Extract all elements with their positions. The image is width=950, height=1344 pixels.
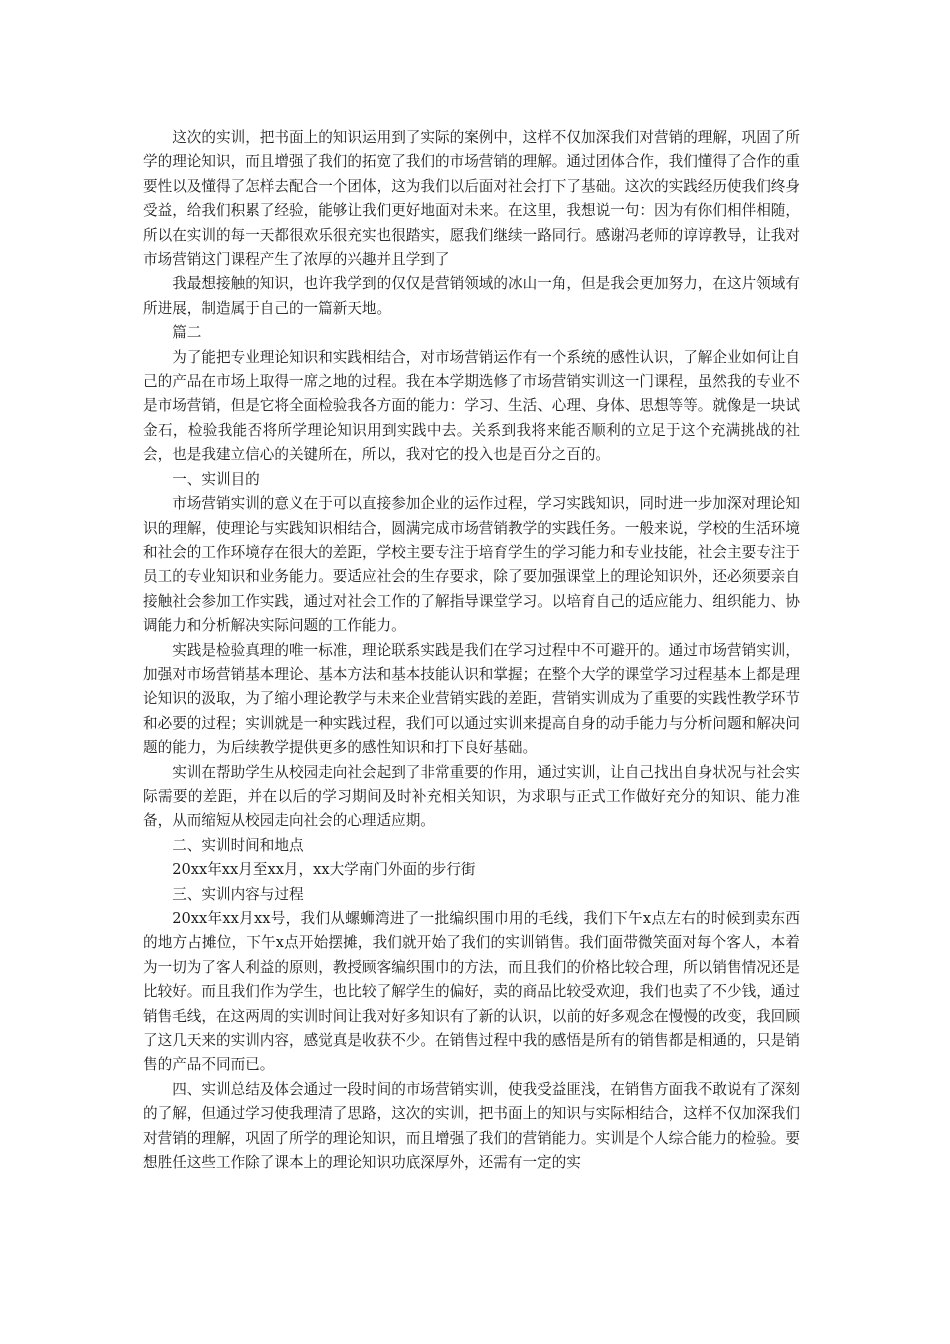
paragraph-1: 这次的实训，把书面上的知识运用到了实际的案例中，这样不仅加深我们对营销的理解，巩固了所学的理论知识，而且增强了我们的拓宽了我们的市场营销的理解。通过团体合作，我们懂得了合作的重要性以及懂得了怎样去配合一个团体，这为我们以后面对社会打下了基础。这次的实践经历使我们终身受益，给我们积累了经验，能够让我们更好地面对未来。在这里，我想说一句：因为有你们相伴相随，所以在实训的每一天都很欢乐很充实也很踏实，愿我们继续一路同行。感谢冯老师的谆谆教导，让我对市场营销这门课程产生了浓厚的兴趣并且学到了	[143, 129, 800, 269]
paragraph-4: 市场营销实训的意义在于可以直接参加企业的运作过程，学习实践知识，同时进一步加深对理论知识的理解，使理论与实践知识相结合，圆满完成市场营销教学的实践任务。一般来说，学校的生活环境和社会的工作环境存在很大的差距，学校主要专注于培育学生的学习能力和专业技能，社会主要专注于员工的专业知识和业务能力。要适应社会的生存要求，除了要加强课堂上的理论知识外，还必须要亲自接触社会参加工作实践，通过对社会工作的了解指导课堂学习。以培育自己的适应能力、组织能力、协调能力和分析解决实际问题的工作能力。	[143, 495, 800, 635]
paragraph-5: 实践是检验真理的唯一标准，理论联系实践是我们在学习过程中不可避开的。通过市场营销实训，加强对市场营销基本理论、基本方法和基本技能认识和掌握；在整个大学的课堂学习过程基本上都是理论知识的汲取，为了缩小理论教学与未来企业营销实践的差距，营销实训成为了重要的实践性教学环节和必要的过程；实训就是一种实践过程，我们可以通过实训来提高自身的动手能力与分析问题和解决问题的能力，为后续教学提供更多的感性知识和打下良好基础。	[143, 641, 800, 757]
heading-content-and-process: 三、实训内容与过程	[172, 885, 304, 903]
paragraph-6: 实训在帮助学生从校园走向社会起到了非常重要的作用，通过实训，让自己找出自身状况与社会实际需要的差距，并在以后的学习期间及时补充相关知识，为求职与正式工作做好充分的知识、能力准备，从而缩短从校园走向社会的心理适应期。	[143, 763, 800, 830]
paragraph-2: 我最想接触的知识，也许我学到的仅仅是营销领域的冰山一角，但是我会更加努力，在这片领域有所进展，制造属于自己的一篇新天地。	[143, 275, 800, 317]
document-body	[143, 126, 800, 1175]
section-title-part-two: 篇二	[172, 324, 202, 342]
heading-time-and-place: 二、实训时间和地点	[172, 836, 304, 854]
paragraph-3: 为了能把专业理论知识和实践相结合，对市场营销运作有一个系统的感性认识，了解企业如何让自己的产品在市场上取得一席之地的过程。我在本学期选修了市场营销实训这一门课程，虽然我的专业不是市场营销，但是它将全面检验我各方面的能力：学习、生活、心理、身体、思想等等。就像是一块试金石，检验我能否将所学理论知识用到实践中去。关系到我将来能否顺利的立足于这个充满挑战的社会，也是我建立信心的关键所在，所以，我对它的投入也是百分之百的。	[143, 348, 800, 464]
time-and-place-line: 20xx年xx月至xx月，xx大学南门外面的步行街	[172, 861, 476, 879]
heading-training-purpose: 一、实训目的	[172, 470, 260, 488]
paragraph-7: 20xx年xx月xx号，我们从螺蛳湾进了一批编织围巾用的毛线，我们下午x点左右的时候到卖东西的地方占摊位，下午x点开始摆摊，我们就开始了我们的实训销售。我们面带微笑面对每个客人，本着为一切为了客人利益的原则，教授顾客编织围巾的方法，而且我们的价格比较合理，所以销售情况还是比较好。而且我们作为学生，也比较了解学生的偏好，卖的商品比较受欢迎，我们也卖了不少钱，通过销售毛线，在这两周的实训时间让我对好多知识有了新的认识，以前的好多观念在慢慢的改变，我回顾了这几天来的实训内容，感觉真是收获不少。在销售过程中我的感悟是所有的销售都是相通的，只是销售的产品不同而已。	[143, 910, 800, 1074]
paragraph-8: 四、实训总结及体会通过一段时间的市场营销实训，使我受益匪浅，在销售方面我不敢说有了深刻的了解，但通过学习使我理清了思路，这次的实训，把书面上的知识与实际相结合，这样不仅加深我们对营销的理解，巩固了所学的理论知识，而且增强了我们的营销能力。实训是个人综合能力的检验。要想胜任这些工作除了课本上的理论知识功底深厚外，还需有一定的实	[143, 1080, 800, 1172]
